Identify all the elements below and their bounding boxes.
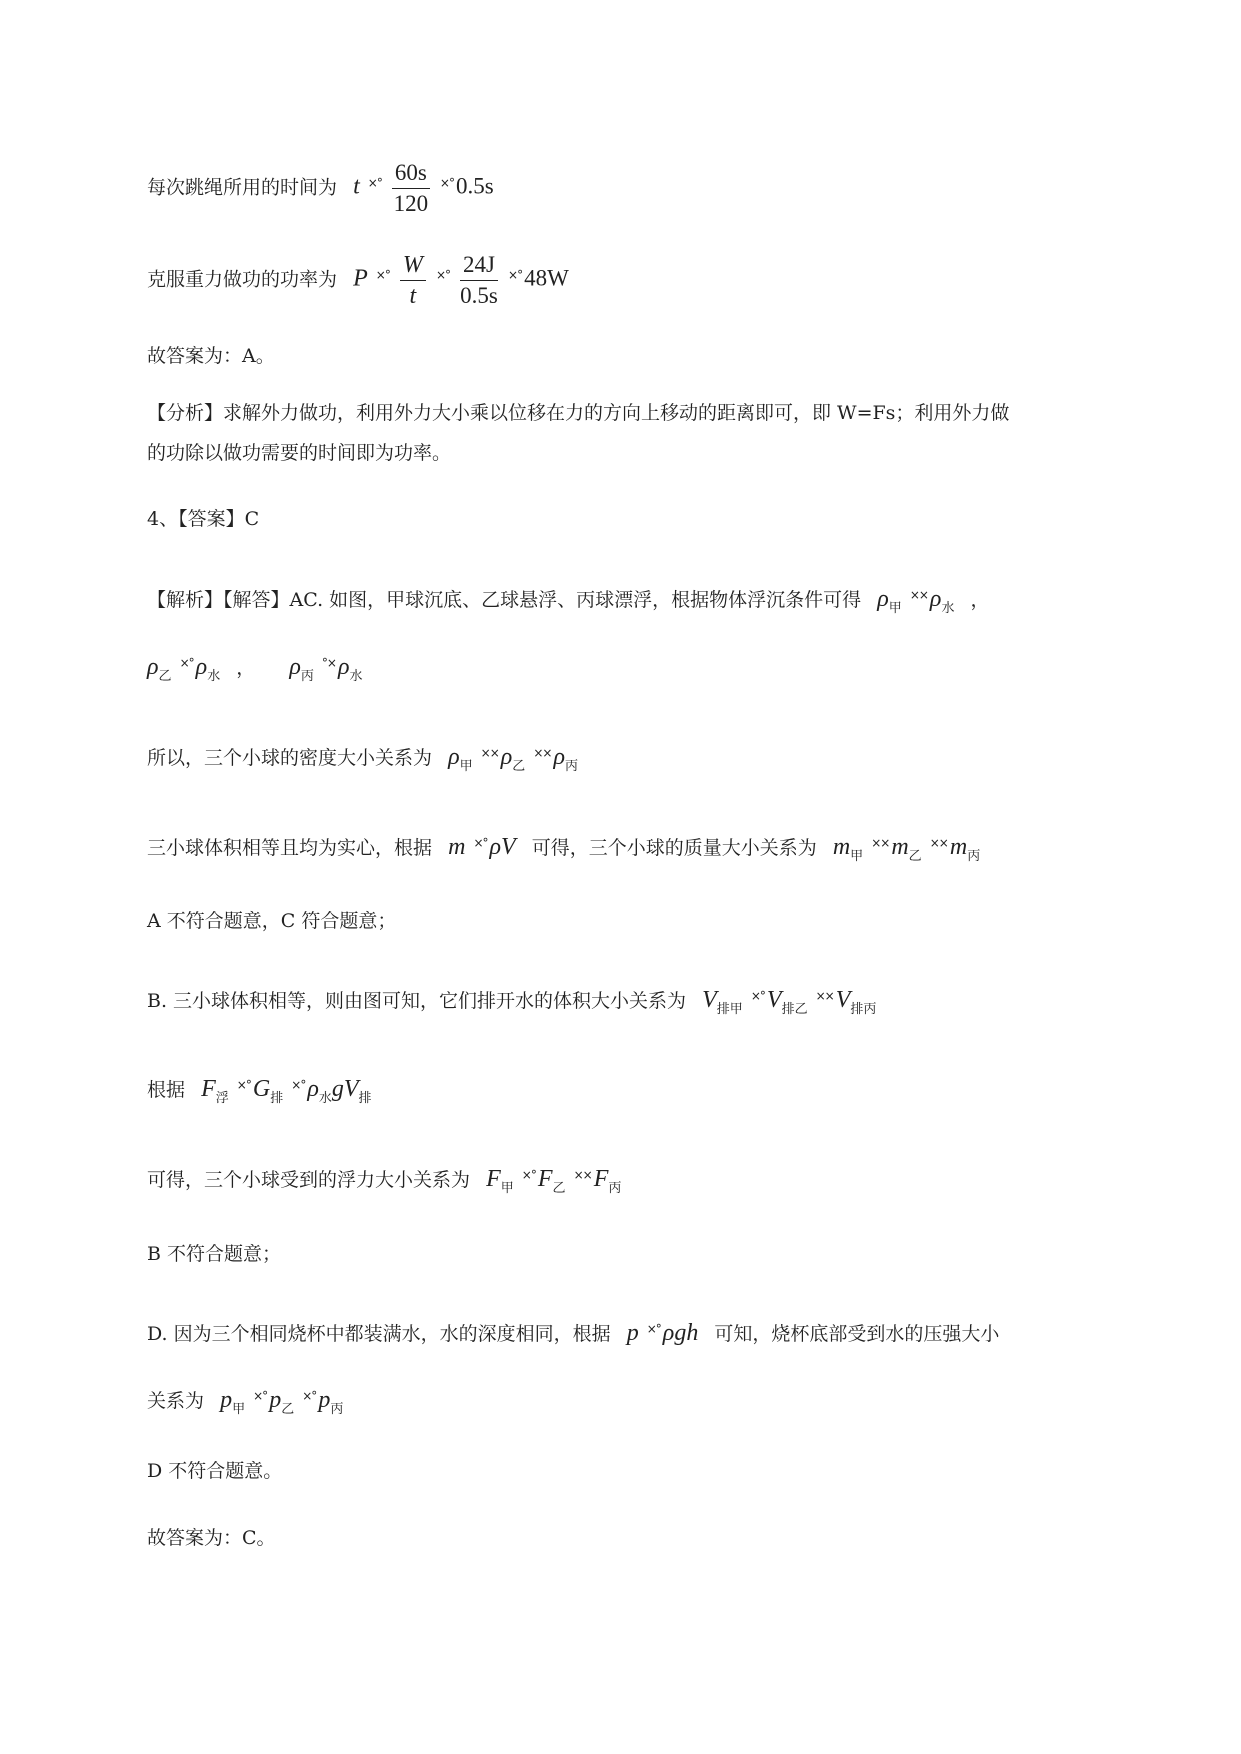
- numerator: 60s: [392, 158, 430, 189]
- relation-symbol: ××: [929, 836, 948, 850]
- line-text: B. 三小球体积相等，则由图可知，它们排开水的体积大小关系为: [147, 990, 687, 1012]
- var-V: V: [766, 987, 782, 1013]
- volume-order-line: [147, 979, 876, 1027]
- relation-symbol: ××: [909, 588, 928, 602]
- buoyant-force-order-line: [147, 1158, 621, 1206]
- var-G: G: [252, 1076, 271, 1102]
- result: 0.5s: [455, 173, 494, 199]
- rho: ρ: [877, 586, 889, 612]
- answer-line-a: 故答案为：A。: [147, 345, 275, 367]
- relation-symbol: ×°: [439, 175, 454, 190]
- subscript: 乙: [158, 669, 172, 684]
- numerator: 24J: [460, 250, 498, 281]
- var-P: P: [353, 265, 368, 292]
- relation-symbol: ×°: [646, 1322, 661, 1336]
- rho: ρ: [929, 586, 942, 612]
- line-text: 可得，三个小球的质量大小关系为: [531, 837, 817, 859]
- density-order-line: [147, 736, 578, 784]
- line-text: 【解析】【解答】AC. 如图，甲球沉底、乙球悬浮、丙球漂浮，根据物体浮沉条件可得: [147, 589, 862, 611]
- rho: ρ: [553, 744, 565, 770]
- conclusion-b: B 不符合题意；: [147, 1243, 282, 1265]
- var-m: m: [448, 834, 466, 860]
- rho: ρ: [500, 744, 513, 770]
- subscript: 水: [349, 669, 363, 684]
- question-4-answer: 4、【答案】C: [147, 508, 260, 530]
- subscript: 乙: [281, 1402, 295, 1417]
- line-text: 三小球体积相等且均为实心，根据: [147, 837, 433, 859]
- relation-symbol: °×: [321, 656, 336, 670]
- relation-symbol: ××: [480, 746, 499, 760]
- var-F: F: [593, 1166, 609, 1192]
- relation-symbol: ×°: [435, 267, 450, 282]
- line-text: D. 因为三个相同烧杯中都装满水，水的深度相同，根据: [147, 1323, 611, 1345]
- time-per-jump-line: [147, 158, 494, 219]
- subscript: 排丙: [850, 1002, 877, 1017]
- relation-symbol: ××: [573, 1168, 592, 1182]
- relation-symbol: ××: [871, 836, 890, 850]
- var-p: p: [220, 1387, 233, 1413]
- relation-symbol: ×°: [302, 1389, 317, 1403]
- line-text: 每次跳绳所用的时间为: [147, 176, 338, 199]
- subscript: 甲: [888, 601, 902, 616]
- subscript: 排: [270, 1091, 284, 1106]
- subscript: 排甲: [716, 1002, 743, 1017]
- fraction: [392, 158, 430, 219]
- line-text: 可知，烧杯底部受到水的压强大小: [714, 1323, 1000, 1345]
- relation-symbol: ×°: [291, 1078, 306, 1092]
- denominator: 0.5s: [460, 283, 498, 308]
- line-text: 关系为: [147, 1390, 205, 1412]
- subscript: 乙: [552, 1181, 566, 1196]
- var-m: m: [949, 834, 968, 860]
- var-g: g: [331, 1076, 344, 1102]
- separator: ，: [236, 657, 256, 679]
- var-V: V: [343, 1076, 359, 1102]
- rho: ρ: [289, 654, 301, 680]
- rho: ρ: [448, 744, 460, 770]
- subscript: 浮: [215, 1091, 229, 1106]
- subscript: 甲: [459, 759, 473, 774]
- subscript: 丙: [330, 1402, 344, 1417]
- subscript: 排乙: [781, 1002, 808, 1017]
- relation-symbol: ×°: [521, 1168, 536, 1182]
- mass-order-line: [147, 826, 980, 874]
- buoyancy-formula-line: [147, 1068, 372, 1116]
- result: 48W: [524, 265, 569, 291]
- subscript: 丙: [300, 669, 314, 684]
- subscript: 水: [207, 669, 221, 684]
- var-F: F: [201, 1076, 216, 1102]
- relation-symbol: ×°: [179, 656, 194, 670]
- rho-v: ρV: [489, 834, 516, 860]
- subscript: 丙: [565, 759, 579, 774]
- rho: ρ: [147, 654, 159, 680]
- var-V: V: [702, 987, 717, 1013]
- relation-symbol: ××: [815, 989, 834, 1003]
- rho-g-h: ρgh: [662, 1320, 699, 1346]
- line-text: 可得，三个小球受到的浮力大小关系为: [147, 1169, 471, 1191]
- numerator: W: [400, 250, 426, 281]
- rho: ρ: [337, 654, 350, 680]
- line-text: 根据: [147, 1079, 186, 1101]
- denominator: t: [409, 283, 417, 309]
- var-t: t: [353, 173, 360, 200]
- line-text: 克服重力做功的功率为: [147, 268, 338, 291]
- solution-intro-line: [147, 578, 990, 626]
- line-text: 所以，三个小球的密度大小关系为: [147, 747, 433, 769]
- analysis-line-2: 的功除以做功需要的时间即为功率。: [147, 442, 452, 464]
- conclusion-ac: A 不符合题意，C 符合题意；: [147, 910, 397, 932]
- var-p: p: [318, 1387, 331, 1413]
- relation-symbol: ×°: [473, 836, 488, 850]
- var-m: m: [832, 834, 851, 860]
- var-F: F: [486, 1166, 501, 1192]
- final-answer-c: 故答案为：C。: [147, 1527, 276, 1549]
- var-F: F: [537, 1166, 553, 1192]
- analysis-line-1: 【分析】求解外力做功，利用外力大小乘以位移在力的方向上移动的距离即可，即 W=Fs；利用外力做: [147, 402, 1010, 424]
- var-V: V: [835, 987, 851, 1013]
- pressure-order-line: [147, 1379, 343, 1427]
- power-line: [147, 250, 569, 311]
- subscript: 排: [358, 1091, 372, 1106]
- subscript: 水: [318, 1091, 332, 1106]
- subscript: 甲: [500, 1181, 514, 1196]
- fraction-values: [460, 250, 498, 311]
- var-p: p: [626, 1320, 639, 1346]
- relation-symbol: ×°: [367, 175, 382, 190]
- subscript: 丙: [608, 1181, 622, 1196]
- relation-symbol: ×°: [508, 267, 523, 282]
- relation-symbol: ×°: [236, 1078, 251, 1092]
- relation-symbol: ×°: [750, 989, 765, 1003]
- subscript: 甲: [232, 1402, 246, 1417]
- subscript: 甲: [850, 849, 864, 864]
- subscript: 乙: [512, 759, 526, 774]
- density-relations-line: [147, 646, 363, 694]
- subscript: 丙: [967, 849, 981, 864]
- rho: ρ: [195, 654, 208, 680]
- comma: ，: [970, 589, 990, 611]
- var-m: m: [891, 834, 909, 860]
- relation-symbol: ×°: [253, 1389, 268, 1403]
- subscript: 乙: [908, 849, 922, 864]
- fraction-w-over-t: [400, 250, 426, 311]
- relation-symbol: ×°: [375, 267, 390, 282]
- subscript: 水: [941, 601, 955, 616]
- var-p: p: [269, 1387, 282, 1413]
- pressure-reasoning-line: [147, 1312, 999, 1351]
- denominator: 120: [393, 191, 429, 216]
- relation-symbol: ××: [533, 746, 552, 760]
- conclusion-d: D 不符合题意。: [147, 1460, 283, 1482]
- rho: ρ: [307, 1076, 319, 1102]
